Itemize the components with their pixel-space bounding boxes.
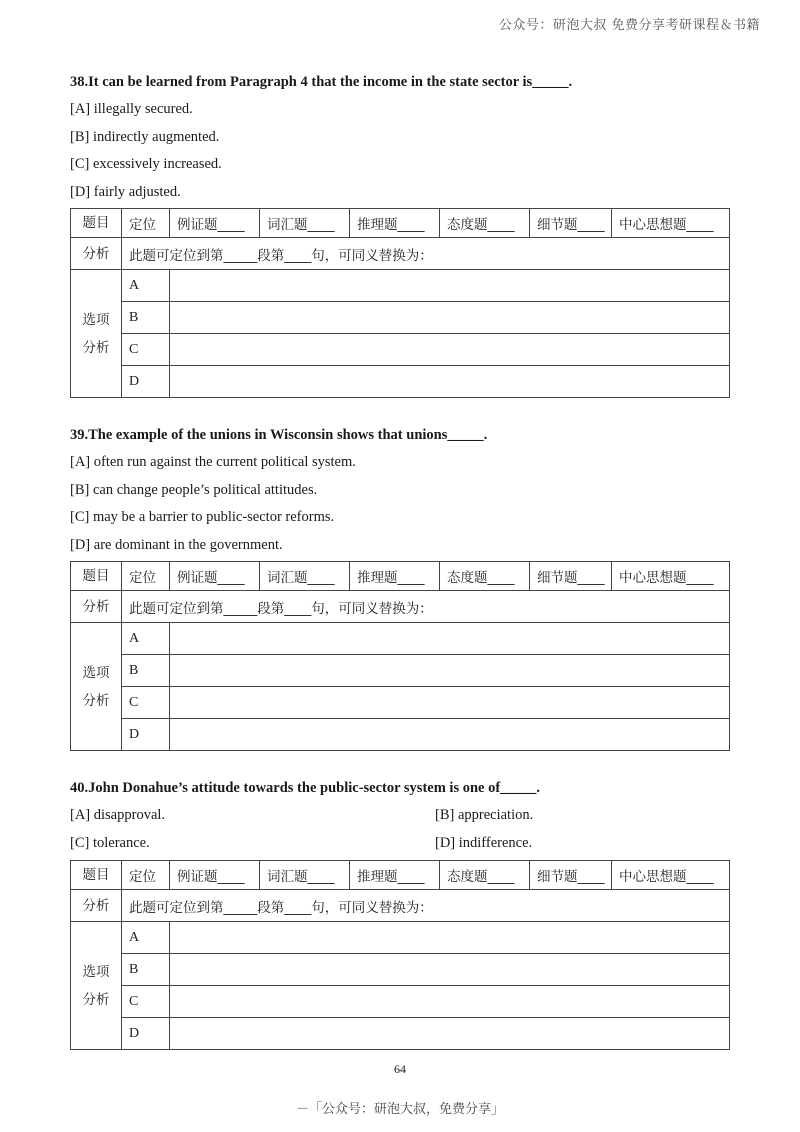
question-title: 40.John Donahue’s attitude towards the public-sector system is one of_____. (70, 780, 541, 796)
type-zhongxin: 中心思想题____ (612, 562, 730, 591)
option-b: [B] appreciation. (435, 807, 534, 823)
type-tuili: 推理题____ (350, 209, 440, 238)
label-xuanxiang: 选项 (82, 963, 110, 980)
option-a: [A] illegally secured. (70, 101, 193, 117)
answer-cell-b[interactable] (170, 954, 730, 986)
type-cihui: 词汇题____ (260, 209, 350, 238)
option-a: [A] disapproval. (70, 807, 166, 823)
option-a: [A] often run against the current political system. (70, 454, 356, 470)
question-title: 38.It can be learned from Paragraph 4 that the income in the state sector is_____. (70, 74, 573, 90)
option-d: [D] fairly adjusted. (70, 183, 181, 200)
question-40 (70, 778, 730, 1050)
letter-b: B (122, 302, 170, 334)
letter-d: D (122, 719, 170, 751)
label-dingwei: 定位 (122, 209, 170, 238)
label-fenxi-2: 分析 (82, 991, 110, 1008)
answer-cell-a[interactable] (170, 623, 730, 655)
type-liizheng: 例证题____ (170, 861, 260, 890)
type-tuili: 推理题____ (350, 861, 440, 890)
letter-a: A (122, 623, 170, 655)
letter-a: A (122, 270, 170, 302)
page-number: 64 (394, 1062, 406, 1076)
option-d: [D] indifference. (435, 834, 533, 851)
type-tuili: 推理题____ (350, 562, 440, 591)
analysis-table (70, 208, 730, 398)
analysis-table (70, 561, 730, 751)
answer-cell-c[interactable] (170, 334, 730, 366)
type-xijie: 细节题____ (530, 209, 612, 238)
question-title: 39.The example of the unions in Wisconsin shows that unions_____. (70, 427, 488, 443)
label-dingwei: 定位 (122, 562, 170, 591)
label-tihao: 题目 (71, 861, 122, 890)
answer-cell-d[interactable] (170, 719, 730, 751)
answer-cell-d[interactable] (170, 366, 730, 398)
label-fenxi: 分析 (71, 591, 122, 623)
option-c: [C] tolerance. (70, 834, 150, 851)
type-liizheng: 例证题____ (170, 209, 260, 238)
answer-cell-a[interactable] (170, 922, 730, 954)
answer-cell-c[interactable] (170, 986, 730, 1018)
label-xuanxiang: 选项 (82, 664, 110, 681)
answer-cell-d[interactable] (170, 1018, 730, 1050)
type-taidu: 态度题____ (440, 562, 530, 591)
locate-sentence: 此题可定位到第_____段第____句，可同义替换为： (122, 591, 730, 623)
label-fenxi-2: 分析 (82, 692, 110, 709)
letter-c: C (122, 986, 170, 1018)
label-tihao: 题目 (71, 209, 122, 238)
answer-cell-b[interactable] (170, 302, 730, 334)
footer-note: －「公众号：研泡大叔，免费分享」 (295, 1102, 504, 1117)
options-grid (70, 802, 730, 857)
letter-a: A (122, 922, 170, 954)
label-fenxi: 分析 (71, 238, 122, 270)
option-c: [C] excessively increased. (70, 156, 222, 172)
type-cihui: 词汇题____ (260, 562, 350, 591)
header-watermark: 公众号：研泡大叔 免费分享考研课程＆书籍 (498, 18, 760, 33)
answer-cell-a[interactable] (170, 270, 730, 302)
label-tihao: 题目 (71, 562, 122, 591)
letter-d: D (122, 366, 170, 398)
label-xuanxiang: 选项 (82, 311, 110, 328)
type-xijie: 细节题____ (530, 861, 612, 890)
letter-c: C (122, 334, 170, 366)
type-zhongxin: 中心思想题____ (612, 861, 730, 890)
label-option-analysis (71, 270, 122, 398)
letter-d: D (122, 1018, 170, 1050)
answer-cell-b[interactable] (170, 655, 730, 687)
option-b: [B] indirectly augmented. (70, 128, 220, 145)
letter-b: B (122, 954, 170, 986)
option-b: [B] can change people’s political attitudes. (70, 481, 318, 498)
type-taidu: 态度题____ (440, 861, 530, 890)
type-xijie: 细节题____ (530, 562, 612, 591)
type-zhongxin: 中心思想题____ (612, 209, 730, 238)
locate-sentence: 此题可定位到第_____段第____句，可同义替换为： (122, 238, 730, 270)
label-dingwei: 定位 (122, 861, 170, 890)
answer-cell-c[interactable] (170, 687, 730, 719)
type-taidu: 态度题____ (440, 209, 530, 238)
option-d: [D] are dominant in the government. (70, 536, 283, 553)
type-cihui: 词汇题____ (260, 861, 350, 890)
label-fenxi-2: 分析 (82, 339, 110, 356)
locate-sentence: 此题可定位到第_____段第____句，可同义替换为： (122, 890, 730, 922)
letter-c: C (122, 687, 170, 719)
type-liizheng: 例证题____ (170, 562, 260, 591)
question-38 (70, 72, 730, 398)
analysis-table (70, 860, 730, 1050)
label-option-analysis (71, 922, 122, 1050)
letter-b: B (122, 655, 170, 687)
option-c: [C] may be a barrier to public-sector reforms. (70, 509, 335, 525)
label-fenxi: 分析 (71, 890, 122, 922)
label-option-analysis (71, 623, 122, 751)
question-39 (70, 425, 730, 751)
